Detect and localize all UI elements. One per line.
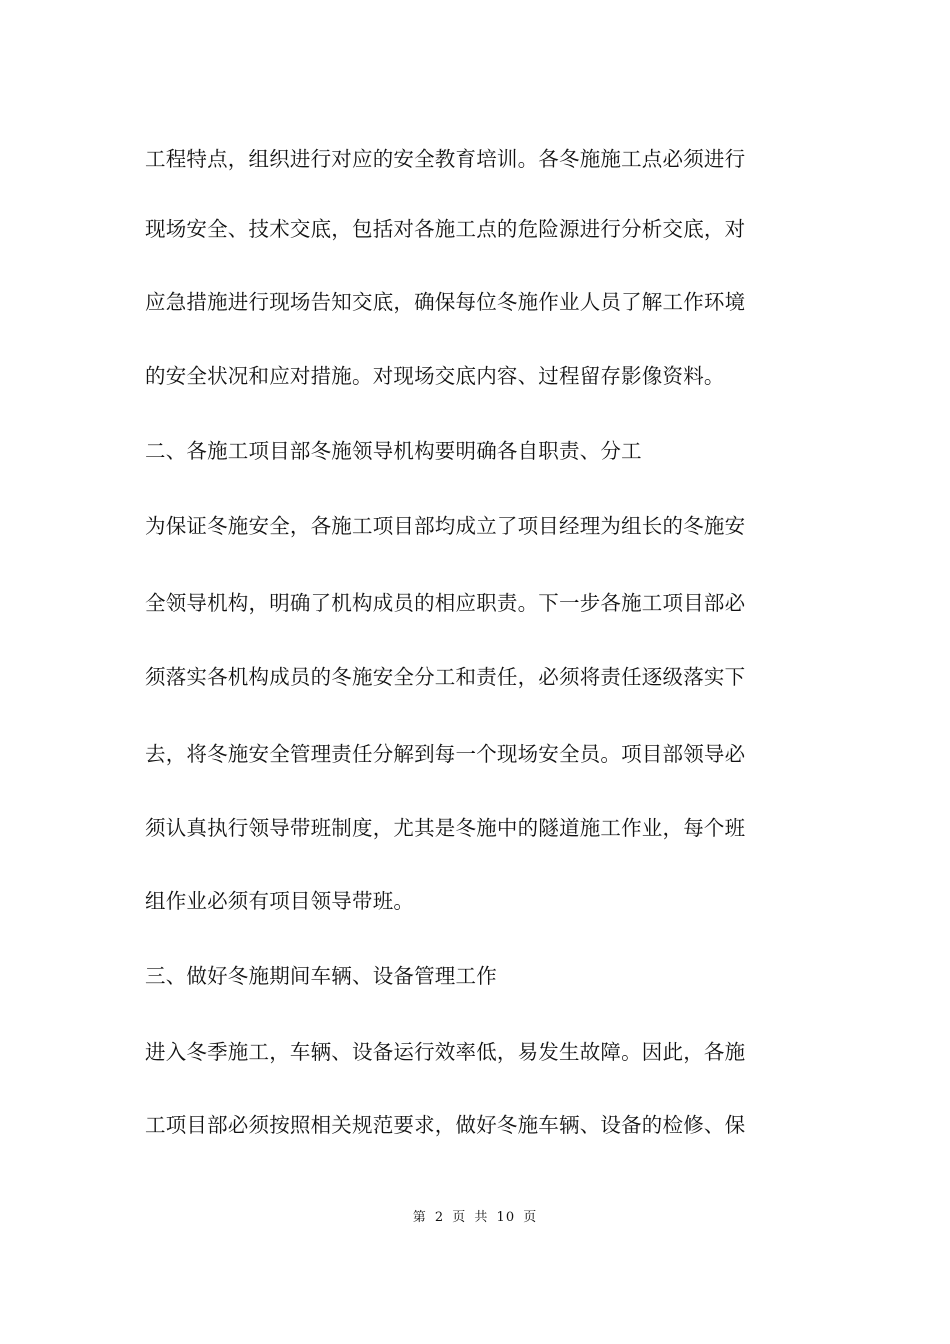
text-line: 工项目部必须按照相关规范要求，做好冬施车辆、设备的检修、保 [145, 1113, 746, 1137]
section-heading: 三、做好冬施期间车辆、设备管理工作 [145, 964, 497, 988]
text-line: 须落实各机构成员的冬施安全分工和责任，必须将责任逐级落实下 [145, 665, 746, 689]
text-line: 组作业必须有项目领导带班。 [145, 889, 415, 913]
page-number-footer: 第 2 页 共 10 页 [412, 1210, 538, 1225]
text-line: 的安全状况和应对措施。对现场交底内容、过程留存影像资料。 [145, 364, 725, 388]
text-line: 工程特点，组织进行对应的安全教育培训。各冬施施工点必须进行 [145, 147, 746, 171]
text-line: 全领导机构，明确了机构成员的相应职责。下一步各施工项目部必 [145, 591, 746, 615]
text-line: 进入冬季施工，车辆、设备运行效率低，易发生故障。因此，各施 [145, 1040, 746, 1064]
text-line: 现场安全、技术交底，包括对各施工点的危险源进行分析交底，对 [145, 217, 746, 241]
text-line: 须认真执行领导带班制度，尤其是冬施中的隧道施工作业，每个班 [145, 816, 746, 840]
text-line: 去，将冬施安全管理责任分解到每一个现场安全员。项目部领导必 [145, 742, 746, 766]
section-heading: 二、各施工项目部冬施领导机构要明确各自职责、分工 [145, 439, 642, 463]
text-line: 应急措施进行现场告知交底，确保每位冬施作业人员了解工作环境 [145, 290, 746, 314]
text-line: 为保证冬施安全，各施工项目部均成立了项目经理为组长的冬施安 [145, 514, 746, 538]
